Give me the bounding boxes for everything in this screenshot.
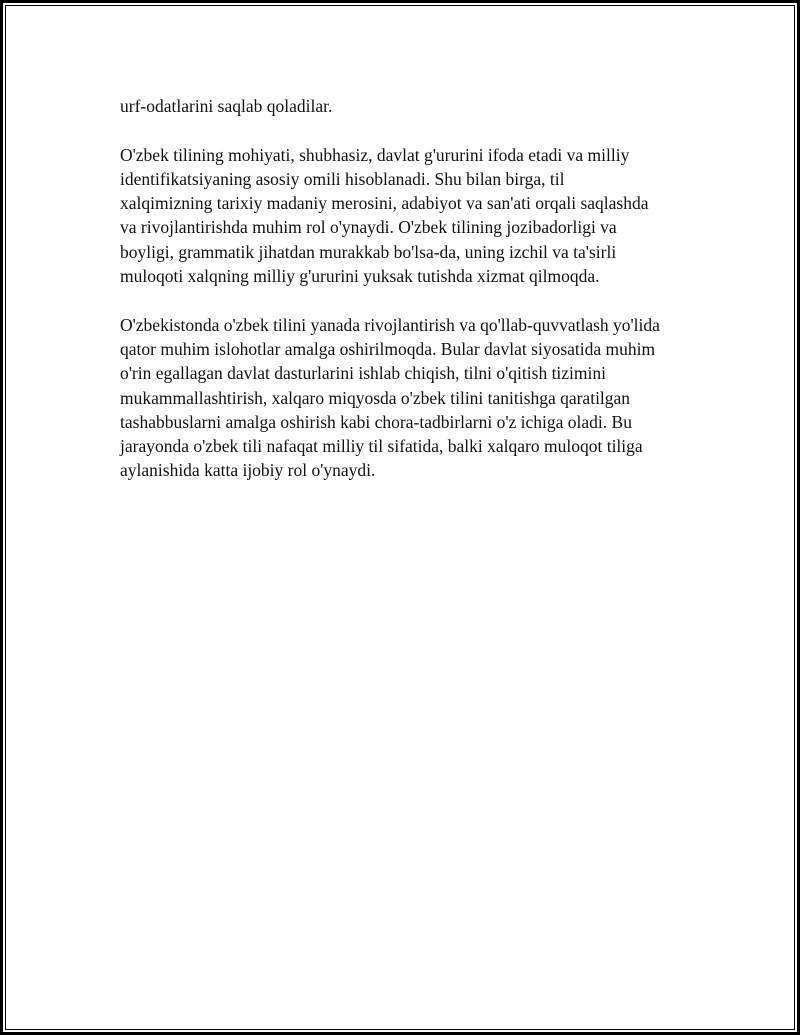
text-line: mukammallashtirish, xalqaro miqyosda o'zbek tilini tanitishga qaratilgan (120, 387, 631, 408)
text-line: boyligi, grammatik jihatdan murakkab bo'lsa-da, uning izchil va ta'sirli (120, 241, 617, 262)
paragraph-1 (120, 94, 710, 118)
text-line: tashabbuslarni amalga oshirish kabi chora-tadbirlarni o'z ichiga oladi. Bu (120, 411, 632, 432)
text-line: muloqoti xalqning milliy g'ururini yuksak tutishda xizmat qilmoqda. (120, 266, 600, 287)
document-body (120, 94, 710, 507)
text-line: O'zbek tilining mohiyati, shubhasiz, davlat g'ururini ifoda etadi va milliy (120, 144, 630, 165)
text-line: o'rin egallagan davlat dasturlarini ishlab chiqish, tilni o'qitish tizimini (120, 363, 607, 384)
text-line: xalqimizning tarixiy madaniy merosini, adabiyot va san'ati orqali saqlashda (120, 193, 649, 214)
text-line: qator muhim islohotlar amalga oshirilmoqda. Bular davlat siyosatida muhim (120, 338, 656, 359)
text-line: aylanishida katta ijobiy rol o'ynaydi. (120, 460, 376, 481)
text-line: jarayonda o'zbek tili nafaqat milliy til sifatida, balki xalqaro muloqot tiliga (120, 436, 643, 457)
text-line: va rivojlantirishda muhim rol o'ynaydi. O'zbek tilining jozibadorligi va (120, 217, 617, 238)
text-line: identifikatsiyaning asosiy omili hisoblanadi. Shu bilan birga, til (120, 168, 565, 189)
text-line: urf-odatlarini saqlab qoladilar. (120, 96, 333, 116)
paragraph-2 (120, 143, 710, 289)
paragraph-3 (120, 313, 710, 483)
text-line: O'zbekistonda o'zbek tilini yanada rivojlantirish va qo'llab-quvvatlash yo'lida (120, 314, 660, 335)
